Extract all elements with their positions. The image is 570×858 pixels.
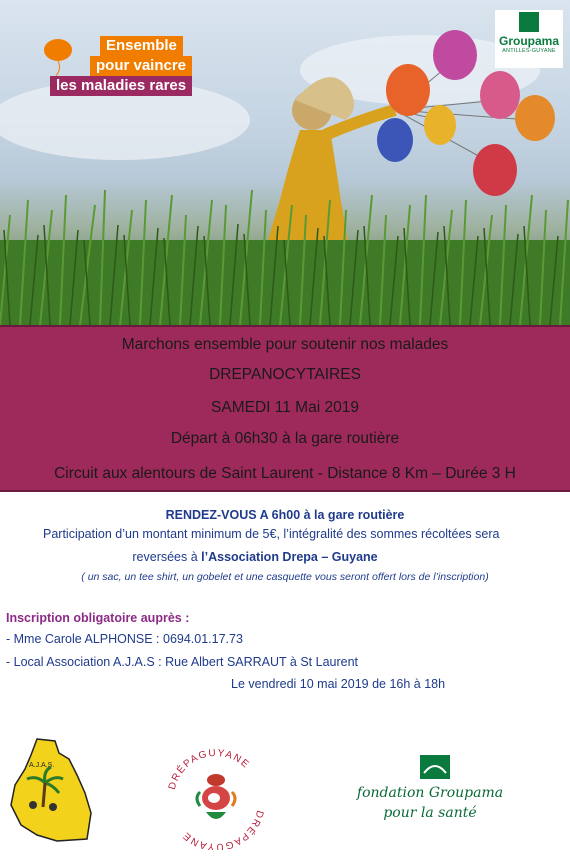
participation-text-2 bbox=[0, 550, 510, 564]
fondation-mark-icon bbox=[420, 755, 450, 779]
banner-line-1: Marchons ensemble pour soutenir nos malades bbox=[121, 336, 449, 353]
fondation-line-1: fondation Groupama bbox=[356, 785, 504, 801]
participation-text-1: Participation d’un montant minimum de 5€, l’intégralité des sommes récoltées sera bbox=[43, 527, 500, 541]
ajas-label: A.J.A.S. bbox=[29, 762, 55, 769]
tagline-line-1: Ensemble bbox=[100, 36, 183, 56]
groupama-name: Groupama bbox=[498, 34, 559, 48]
svg-text:DRÉPAGUYANE bbox=[167, 748, 252, 791]
contact-2: - Local Association A.J.A.S : Rue Albert SARRAUT à St Laurent bbox=[6, 655, 359, 669]
contact-1: - Mme Carole ALPHONSE : 0694.01.17.73 bbox=[6, 632, 243, 646]
groupama-logo bbox=[495, 10, 563, 68]
drepaguyane-arc-top: DRÉPAGUYANE bbox=[166, 747, 252, 791]
tagline-line-2: pour vaincre bbox=[90, 56, 192, 76]
fondation-line-2: pour la santé bbox=[383, 805, 477, 821]
association-name: l’Association Drepa – Guyane bbox=[201, 550, 378, 564]
inscription-date: Le vendredi 10 mai 2019 de 16h à 18h bbox=[231, 677, 446, 691]
drepaguyane-logo bbox=[160, 740, 272, 850]
banner-line-2: DREPANOCYTAIRES bbox=[209, 366, 361, 383]
groupama-mark-icon bbox=[519, 12, 539, 32]
balloon-icon bbox=[38, 36, 78, 76]
hero-photo bbox=[0, 0, 570, 325]
tagline-line-3: les maladies rares bbox=[50, 76, 192, 96]
participation-prefix: reversées à bbox=[132, 550, 202, 564]
goodies-note: ( un sac, un tee shirt, un gobelet et une casquette vous seront offert lors de l’inscription) bbox=[81, 571, 489, 583]
banner-date: SAMEDI 11 Mai 2019 bbox=[211, 399, 359, 416]
rendezvous-text: RENDEZ-VOUS A 6h00 à la gare routière bbox=[165, 508, 405, 522]
fondation-text bbox=[350, 783, 510, 823]
banner-circuit: Circuit aux alentours de Saint Laurent - Distance 8 Km – Durée 3 H bbox=[54, 465, 516, 482]
event-banner bbox=[0, 325, 570, 492]
drepaguyane-emblem bbox=[160, 740, 272, 850]
groupama-subtitle: ANTILLES-GUYANE bbox=[502, 48, 556, 54]
inscription-title: Inscription obligatoire auprès : bbox=[6, 611, 190, 625]
banner-departure: Départ à 06h30 à la gare routière bbox=[170, 430, 400, 447]
ajas-logo bbox=[7, 735, 99, 845]
fondation-groupama-logo bbox=[350, 755, 510, 845]
tagline-logo bbox=[38, 36, 223, 96]
drepaguyane-arc-bottom: DRÉPAGUYANE bbox=[180, 809, 266, 850]
